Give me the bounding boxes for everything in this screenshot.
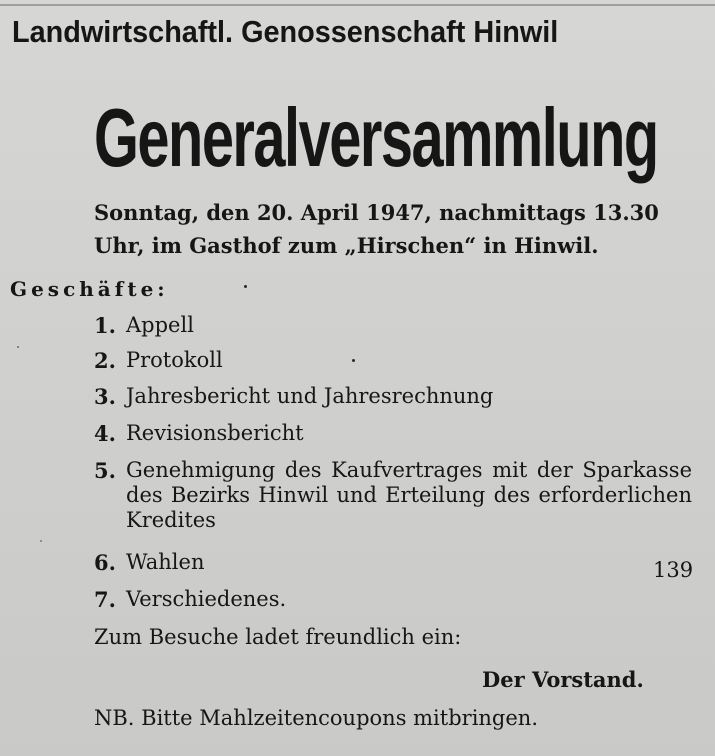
agenda-item-3 xyxy=(94,384,493,410)
print-speck xyxy=(352,359,355,362)
print-speck xyxy=(17,346,19,348)
agenda-item-number: 6. xyxy=(94,550,116,575)
agenda-item-2 xyxy=(94,348,223,374)
headline: Generalversammlung xyxy=(94,90,658,184)
meeting-location: Uhr, im Gasthof zum „Hirschen“ in Hinwil. xyxy=(94,233,599,258)
agenda-item-6 xyxy=(94,550,204,576)
agenda-item-text: Wahlen xyxy=(126,550,205,574)
organization-name: Landwirtschaftl. Genossenschaft Hinwil xyxy=(12,14,559,49)
agenda-item-number: 5. xyxy=(94,458,116,483)
agenda-item-number: 7. xyxy=(94,587,116,612)
agenda-item-7 xyxy=(94,587,286,613)
footnote: NB. Bitte Mahlzeitencoupons mitbringen. xyxy=(94,706,539,730)
invitation-line: Zum Besuche ladet freundlich ein: xyxy=(94,625,462,649)
meeting-date-time: Sonntag, den 20. April 1947, nachmittags 13.30 xyxy=(94,200,659,225)
agenda-item-1 xyxy=(94,313,194,339)
agenda-item-text: Verschiedenes. xyxy=(126,587,287,611)
agenda-item-text: Protokoll xyxy=(126,348,223,372)
signature: Der Vorstand. xyxy=(482,667,644,692)
reference-number: 139 xyxy=(653,558,694,582)
print-speck xyxy=(244,285,247,288)
agenda-item-number: 4. xyxy=(94,421,116,446)
agenda-item-number: 2. xyxy=(94,348,116,373)
agenda-item-text: Jahresbericht und Jahresrechnung xyxy=(126,384,494,408)
agenda-item-number: 3. xyxy=(94,384,116,409)
agenda-heading: Geschäfte: xyxy=(10,277,169,301)
agenda-item-number: 1. xyxy=(94,313,116,338)
agenda-item-text: Genehmigung des Kaufvertrages mit der Sparkasse des Bezirks Hinwil und Erteilung des erforderlichen Kredites xyxy=(126,458,692,532)
print-speck xyxy=(40,540,42,542)
meeting-details xyxy=(94,196,659,262)
agenda-item-4 xyxy=(94,421,304,447)
top-rule xyxy=(0,4,715,6)
agenda-item-5 xyxy=(94,458,692,533)
agenda-item-text: Revisionsbericht xyxy=(126,421,304,445)
agenda-item-text: Appell xyxy=(126,313,194,337)
